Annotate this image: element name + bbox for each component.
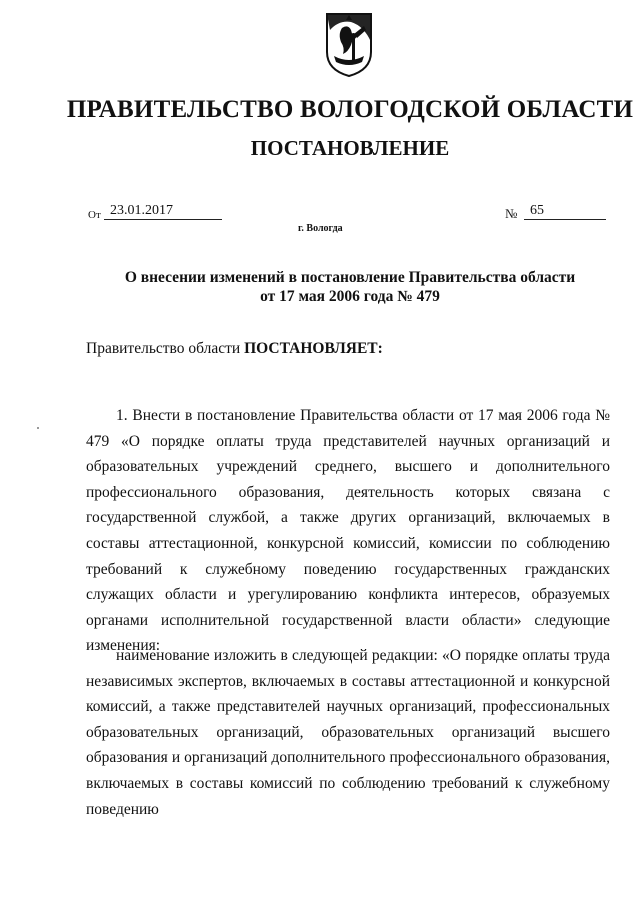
- document-type-title: ПОСТАНОВЛЕНИЕ: [250, 136, 450, 160]
- document-subject: [100, 268, 600, 306]
- number-value: 65: [524, 202, 606, 220]
- organization-title: ПРАВИТЕЛЬСТВО ВОЛОГОДСКОЙ ОБЛАСТИ: [66, 96, 634, 123]
- preamble-text: Правительство области: [86, 340, 245, 357]
- date-value: 23.01.2017: [104, 202, 222, 220]
- preamble: [86, 340, 383, 358]
- coat-of-arms-emblem: [324, 12, 374, 78]
- date-label: От: [88, 209, 101, 221]
- city-label: г. Вологда: [298, 223, 343, 234]
- subject-line-2: от 17 мая 2006 года № 479: [260, 288, 440, 305]
- preamble-resolves: ПОСТАНОВЛЯЕТ:: [244, 340, 383, 357]
- paragraph-2: наименование изложить в следующей редакции: «О порядке оплаты труда независимых экспертов, включаемых в составы аттестационной и конкурсной комиссий, а также представителей научных организаций, профессиональных образовательных организаций, образовательных организаций высшего образования и организаций дополнительного профессионального образования, включаемых в составы комиссий по соблюдению требований к служебному поведению: [86, 647, 610, 818]
- scan-speck: [37, 427, 39, 429]
- paragraph-1: 1. Внести в постановление Правительства области от 17 мая 2006 года № 479 «О порядке оплаты труда представителей научных организаций и образовательных учреждений среднего, высшего и дополнительного профессионального образования, деятельность которых связана с государственной службой, а также других организаций, включаемых в составы аттестационной, конкурсной комиссий, комиссии по соблюдению требований к служебному поведению государственных гражданских служащих области и урегулированию конфликта интересов, образуемых органами исполнительной государственной власти области» следующие изменения:: [86, 407, 610, 655]
- number-label: №: [505, 206, 518, 221]
- subject-line-1: О внесении изменений в постановление Правительства области: [124, 269, 576, 286]
